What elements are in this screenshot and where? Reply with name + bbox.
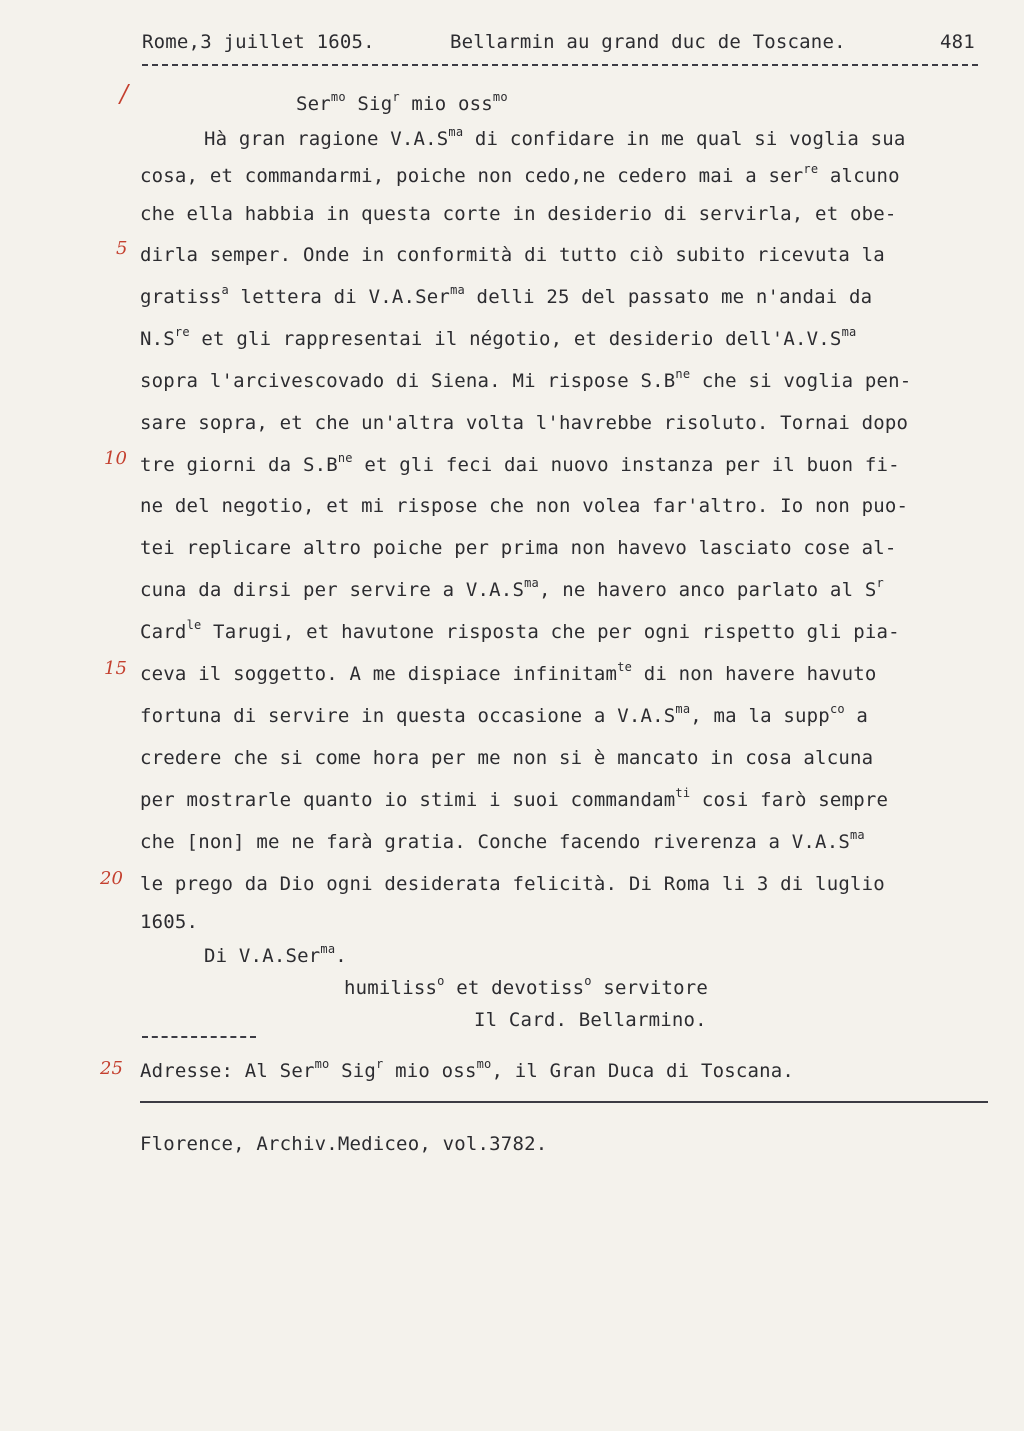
closing-line-1: Di V.A.Ser$^{ma}$. (204, 942, 347, 967)
body-line-13: Card$^{le}$ Tarugi, et havutone risposta che per ogni rispetto gli pia- (140, 618, 900, 643)
body-line-10: ne del negotio, et mi rispose che non volea far'altro. Io non puo- (140, 495, 909, 517)
body-line-7: sopra l'arcivescovado di Siena. Mi rispose $S.B^{ne}$ che si voglia pen- (140, 367, 912, 392)
body-line-8: sare sopra, et che un'altra volta l'havrebbe risoluto. Tornai dopo (140, 412, 909, 434)
body-line-19: le prego da Dio ogni desiderata felicità. Di Roma li 3 di luglio (140, 873, 885, 895)
body-line-3: che ella habbia in questa corte in desiderio di servirla, et obe- (140, 203, 897, 225)
body-line-15: fortuna di servire in questa occasione a $V.A.S^{ma}$, ma la supp$^{co}$ a (140, 702, 869, 727)
body-line-2: cosa, et commandarmi, poiche non cedo,ne cedero mai a ser$^{re}$ alcuno (140, 162, 900, 187)
margin-mark-15: 15 (104, 658, 127, 679)
body-line-12: cuna da dirsi per servire a $V.A.S^{ma}$, ne havero anco parlato al $S^r$ (140, 576, 884, 601)
body-line-11: tei replicare altro poiche per prima non havevo lasciato cose al- (140, 537, 897, 559)
footer-rule (140, 1101, 988, 1103)
body-line-20: 1605. (140, 911, 199, 933)
body-line-4: dirla semper. Onde in conformità di tutto ciò subito ricevuta la (140, 244, 885, 266)
address-line: Adresse: Al Ser$^{mo}$ Sig$^r$ mio oss$^{mo}$, il Gran Duca di Toscana. (140, 1057, 795, 1082)
body-line-18: che [non] me ne farà gratia. Conche facendo riverenza a $V.A.S^{ma}$ (140, 828, 865, 853)
margin-mark-25: 25 (100, 1058, 123, 1079)
body-line-17: per mostrarle quanto io stimi i suoi commandam$^{ti}$ cosi farò sempre (140, 786, 889, 811)
header-date: Rome,3 juillet 1605. (142, 31, 375, 53)
signature-line: Il Card. Bellarmino. (474, 1009, 707, 1031)
header-title: Bellarmin au grand duc de Toscane. (450, 31, 846, 53)
closing-rule (142, 1036, 256, 1038)
body-line-14: ceva il soggetto. A me dispiace infinitam$^{te}$ di non havere havuto (140, 660, 877, 685)
body-line-6: $N.S^{re}$ et gli rappresentai il négotio, et desiderio $dell'A.V.S^{ma}$ (140, 325, 857, 350)
margin-mark-1: / (120, 80, 129, 108)
body-line-9: tre giorni da $S.B^{ne}$ et gli feci dai nuovo instanza per il buon fi- (140, 451, 900, 476)
margin-mark-5: 5 (116, 238, 128, 259)
header-rule (142, 64, 978, 66)
body-line-5: gratiss$^a$ lettera di V.A.Ser$^{ma}$ delli 25 del passato me n'andai da (140, 283, 873, 308)
margin-mark-10: 10 (104, 448, 127, 469)
closing-line-2: humiliss$^o$ et devotiss$^o$ servitore (344, 974, 709, 999)
archive-source: Florence, Archiv.Mediceo, vol.3782. (140, 1133, 548, 1155)
body-line-16: credere che si come hora per me non si è mancato in cosa alcuna (140, 747, 874, 769)
page-number: 481 (940, 31, 975, 53)
body-line-1: Hà gran ragione $V.A.S^{ma}$ di confidare in me qual si voglia sua (204, 125, 906, 150)
margin-mark-20: 20 (100, 868, 123, 889)
salutation: Ser$^{mo}$ Sig$^r$ mio oss$^{mo}$ (296, 90, 508, 115)
